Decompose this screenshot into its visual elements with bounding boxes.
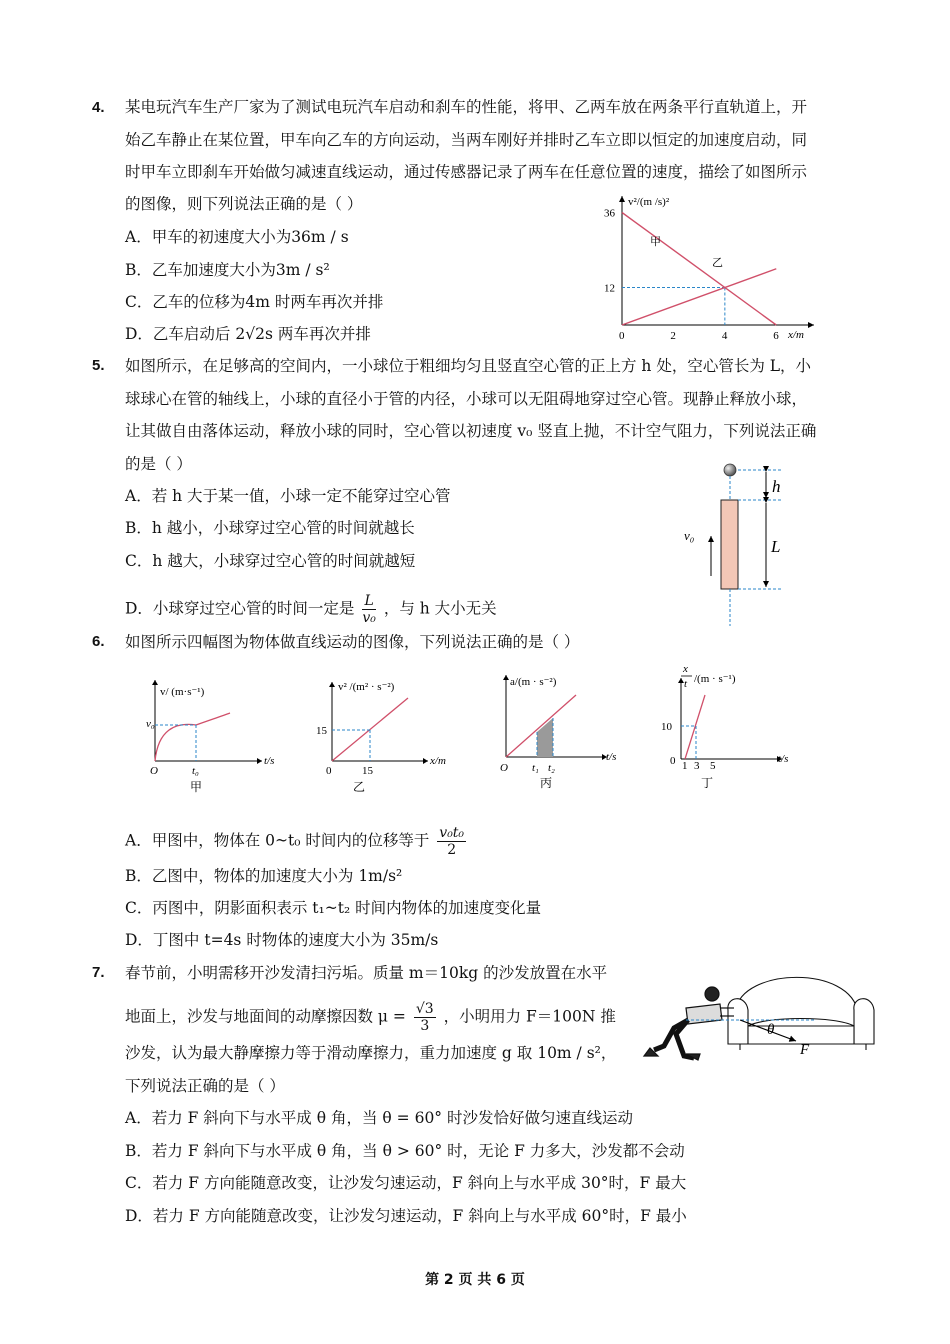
q4-x-tick: 2	[670, 330, 676, 342]
q7-stem-line: 下列说法正确的是（ ）	[125, 1077, 285, 1095]
svg-text:x: x	[683, 663, 688, 675]
q4-stem-line: 始乙车静止在某位置，甲车向乙车的方向运动，当两车刚好并排时乙车立即以恒定的加速度启动，同	[125, 131, 808, 149]
q6-graphs	[130, 660, 810, 800]
q4-stem-line: 某电玩汽车生产厂家为了测试电玩汽车启动和刹车的性能，将甲、乙两车放在两条平行直轨道上，开	[125, 98, 808, 116]
q5-option-d-prefix: D．小球穿过空心管的时间一定是	[125, 599, 355, 618]
svg-text:v² /(m² · s⁻²): v² /(m² · s⁻²)	[338, 681, 395, 693]
q4-y-tick: 12	[604, 282, 615, 295]
q7-sofa-push-figure	[636, 958, 886, 1083]
graph-jia	[146, 680, 274, 794]
person-pushing	[644, 987, 734, 1060]
page-footer: 第 2 页 共 6 页	[425, 1272, 525, 1288]
q4-option-d: D．乙车启动后 2√2s 两车再次并排	[125, 325, 371, 343]
q4-x-tick: 4	[721, 330, 728, 342]
q6-option-c: C．丙图中，阴影面积表示 t₁~t₂ 时间内物体的加速度变化量	[125, 899, 542, 917]
q7-option-b: B．若力 F 斜向下与水平成 θ 角，当 θ > 60° 时，无论 F 力多大，沙发都不会动	[125, 1142, 685, 1160]
q6-fraction-den: 2	[447, 842, 457, 858]
theta-label: θ	[767, 1022, 775, 1038]
svg-text:1: 1	[682, 760, 688, 772]
svg-text:10: 10	[661, 721, 672, 733]
q7-line2-suffix: ，小明用力 F＝100N 推	[443, 1007, 616, 1026]
q4-option-b: B．乙车加速度大小为3m / s²	[125, 261, 330, 279]
q6-option-a-prefix: A．甲图中，物体在 0~t₀ 时间内的位移等于	[125, 831, 430, 850]
svg-text:15: 15	[362, 765, 373, 777]
q6-option-b: B．乙图中，物体的加速度大小为 1m/s²	[125, 867, 403, 885]
q7-option-a: A．若力 F 斜向下与水平成 θ 角，当 θ = 60° 时沙发恰好做匀速直线运动	[125, 1109, 633, 1127]
q4-stem-line: 时甲车立即刹车开始做匀减速直线运动，通过传感器记录了两车在任意位置的速度，描绘了如图所示	[125, 163, 808, 181]
graph-ding	[661, 663, 788, 790]
q7-stem-line: 沙发，认为最大静摩擦力等于滑动摩擦力，重力加速度 g 取 10m / s²，	[125, 1044, 617, 1062]
q5-stem-line: 如图所示，在足够高的空间内，一小球位于粗细均匀且竖直空心管的正上方 h 处，空心管长为 L，小	[125, 357, 812, 375]
svg-text:甲: 甲	[190, 780, 203, 794]
svg-text:x/m: x/m	[430, 755, 446, 767]
svg-text:v₀: v₀	[146, 718, 155, 730]
q4-legend-jia: 甲	[650, 236, 661, 248]
svg-text:t₁: t₁	[532, 762, 539, 774]
q5-fraction-num: L	[362, 593, 376, 610]
q5-fraction-den: v₀	[362, 610, 376, 626]
q7-stem-line	[125, 1001, 616, 1034]
q4-v2-x-chart	[592, 188, 822, 348]
q4-legend-yi: 乙	[712, 257, 723, 269]
graph-bing-shaded-area	[537, 718, 553, 757]
h-label: h	[772, 477, 781, 496]
q6-number: 6.	[92, 633, 105, 650]
q5-number: 5.	[92, 357, 105, 374]
q6-stem: 如图所示四幅图为物体做直线运动的图像，下列说法正确的是（ ）	[125, 633, 580, 651]
F-label: F	[800, 1042, 810, 1058]
q6-option-d: D．丁图中 t=4s 时物体的速度大小为 35m/s	[125, 931, 439, 949]
q7-mu-den: 3	[420, 1018, 430, 1034]
q7-number: 7.	[92, 964, 105, 981]
svg-text:丙: 丙	[540, 776, 553, 790]
svg-text:5: 5	[710, 760, 716, 772]
svg-text:t/s: t/s	[606, 751, 617, 763]
q4-x-tick: 0	[619, 330, 625, 342]
q4-ylabel: v²/(m /s)²	[628, 196, 670, 208]
q5-option-d-suffix: ，与 h 大小无关	[383, 599, 497, 618]
graph-yi	[316, 681, 446, 794]
svg-text:丁: 丁	[701, 776, 714, 790]
q7-stem-line: 春节前，小明需移开沙发清扫污垢。质量 m＝10kg 的沙发放置在水平	[125, 964, 608, 982]
hollow-tube	[721, 500, 738, 589]
svg-text:t/s: t/s	[264, 755, 275, 767]
q4-xlabel: x/m	[788, 329, 804, 341]
q5-option-a: A．若 h 大于某一值，小球一定不能穿过空心管	[125, 487, 451, 505]
svg-text:15: 15	[316, 725, 327, 737]
q4-series-yi	[622, 269, 776, 325]
q4-series-jia	[622, 213, 776, 326]
svg-text:t₂: t₂	[548, 762, 555, 774]
q7-option-c: C．若力 F 方向能随意改变，让沙发匀速运动，F 斜向上与水平成 30°时，F 最大	[125, 1174, 687, 1192]
q7-line2-prefix: 地面上，沙发与地面间的动摩擦因数 μ =	[125, 1007, 406, 1026]
graph-ding-line	[685, 695, 705, 759]
svg-text:3: 3	[694, 760, 700, 772]
graph-bing	[500, 675, 616, 790]
q5-stem-line: 球球心在管的轴线上，小球的直径小于管的内径，小球可以无阻碍地穿过空心管。现静止释放小球，	[125, 390, 808, 408]
q4-y-tick: 36	[604, 207, 615, 220]
svg-text:O: O	[500, 762, 508, 774]
svg-text:O: O	[150, 765, 158, 777]
q4-stem-line: 的图像，则下列说法正确的是（ ）	[125, 195, 363, 213]
q7-option-d: D．若力 F 方向能随意改变，让沙发匀速运动，F 斜向上与水平成 60°时，F 最小	[125, 1207, 687, 1225]
q5-ball-tube-figure	[676, 458, 796, 630]
q6-option-a	[125, 825, 469, 858]
graph-jia-curve	[155, 713, 230, 761]
q5-option-b: B．h 越小，小球穿过空心管的时间就越长	[125, 519, 415, 537]
svg-text:/(m · s⁻¹): /(m · s⁻¹)	[694, 673, 736, 685]
q4-option-a: A．甲车的初速度大小为36m / s	[125, 228, 349, 246]
L-label: L	[771, 537, 781, 556]
q5-option-c: C．h 越大，小球穿过空心管的时间就越短	[125, 552, 416, 570]
svg-text:乙: 乙	[353, 780, 366, 794]
q4-x-tick: 6	[773, 330, 779, 342]
svg-text:t: t	[684, 678, 688, 690]
svg-text:a/(m · s⁻²): a/(m · s⁻²)	[510, 676, 557, 688]
q4-number: 4.	[92, 99, 105, 116]
q7-mu-num: √3	[415, 1001, 434, 1017]
q4-option-c: C．乙车的位移为4m 时两车再次并排	[125, 293, 384, 311]
svg-text:0: 0	[326, 765, 332, 777]
svg-text:0: 0	[670, 755, 676, 767]
svg-text:t/s: t/s	[778, 753, 789, 765]
sofa	[728, 977, 874, 1050]
v0-label: v₀	[684, 528, 695, 543]
svg-text:t₀: t₀	[192, 765, 199, 777]
svg-text:v/ (m·s⁻¹): v/ (m·s⁻¹)	[160, 686, 205, 698]
q5-stem-line: 的是（ ）	[125, 455, 192, 473]
q5-stem-line: 让其做自由落体运动，释放小球的同时，空心管以初速度 v₀ 竖直上抛，不计空气阻力，下列说法正确	[125, 422, 817, 440]
q5-option-d	[125, 593, 497, 626]
ball	[724, 464, 736, 476]
q6-fraction-num: v₀t₀	[439, 825, 465, 841]
